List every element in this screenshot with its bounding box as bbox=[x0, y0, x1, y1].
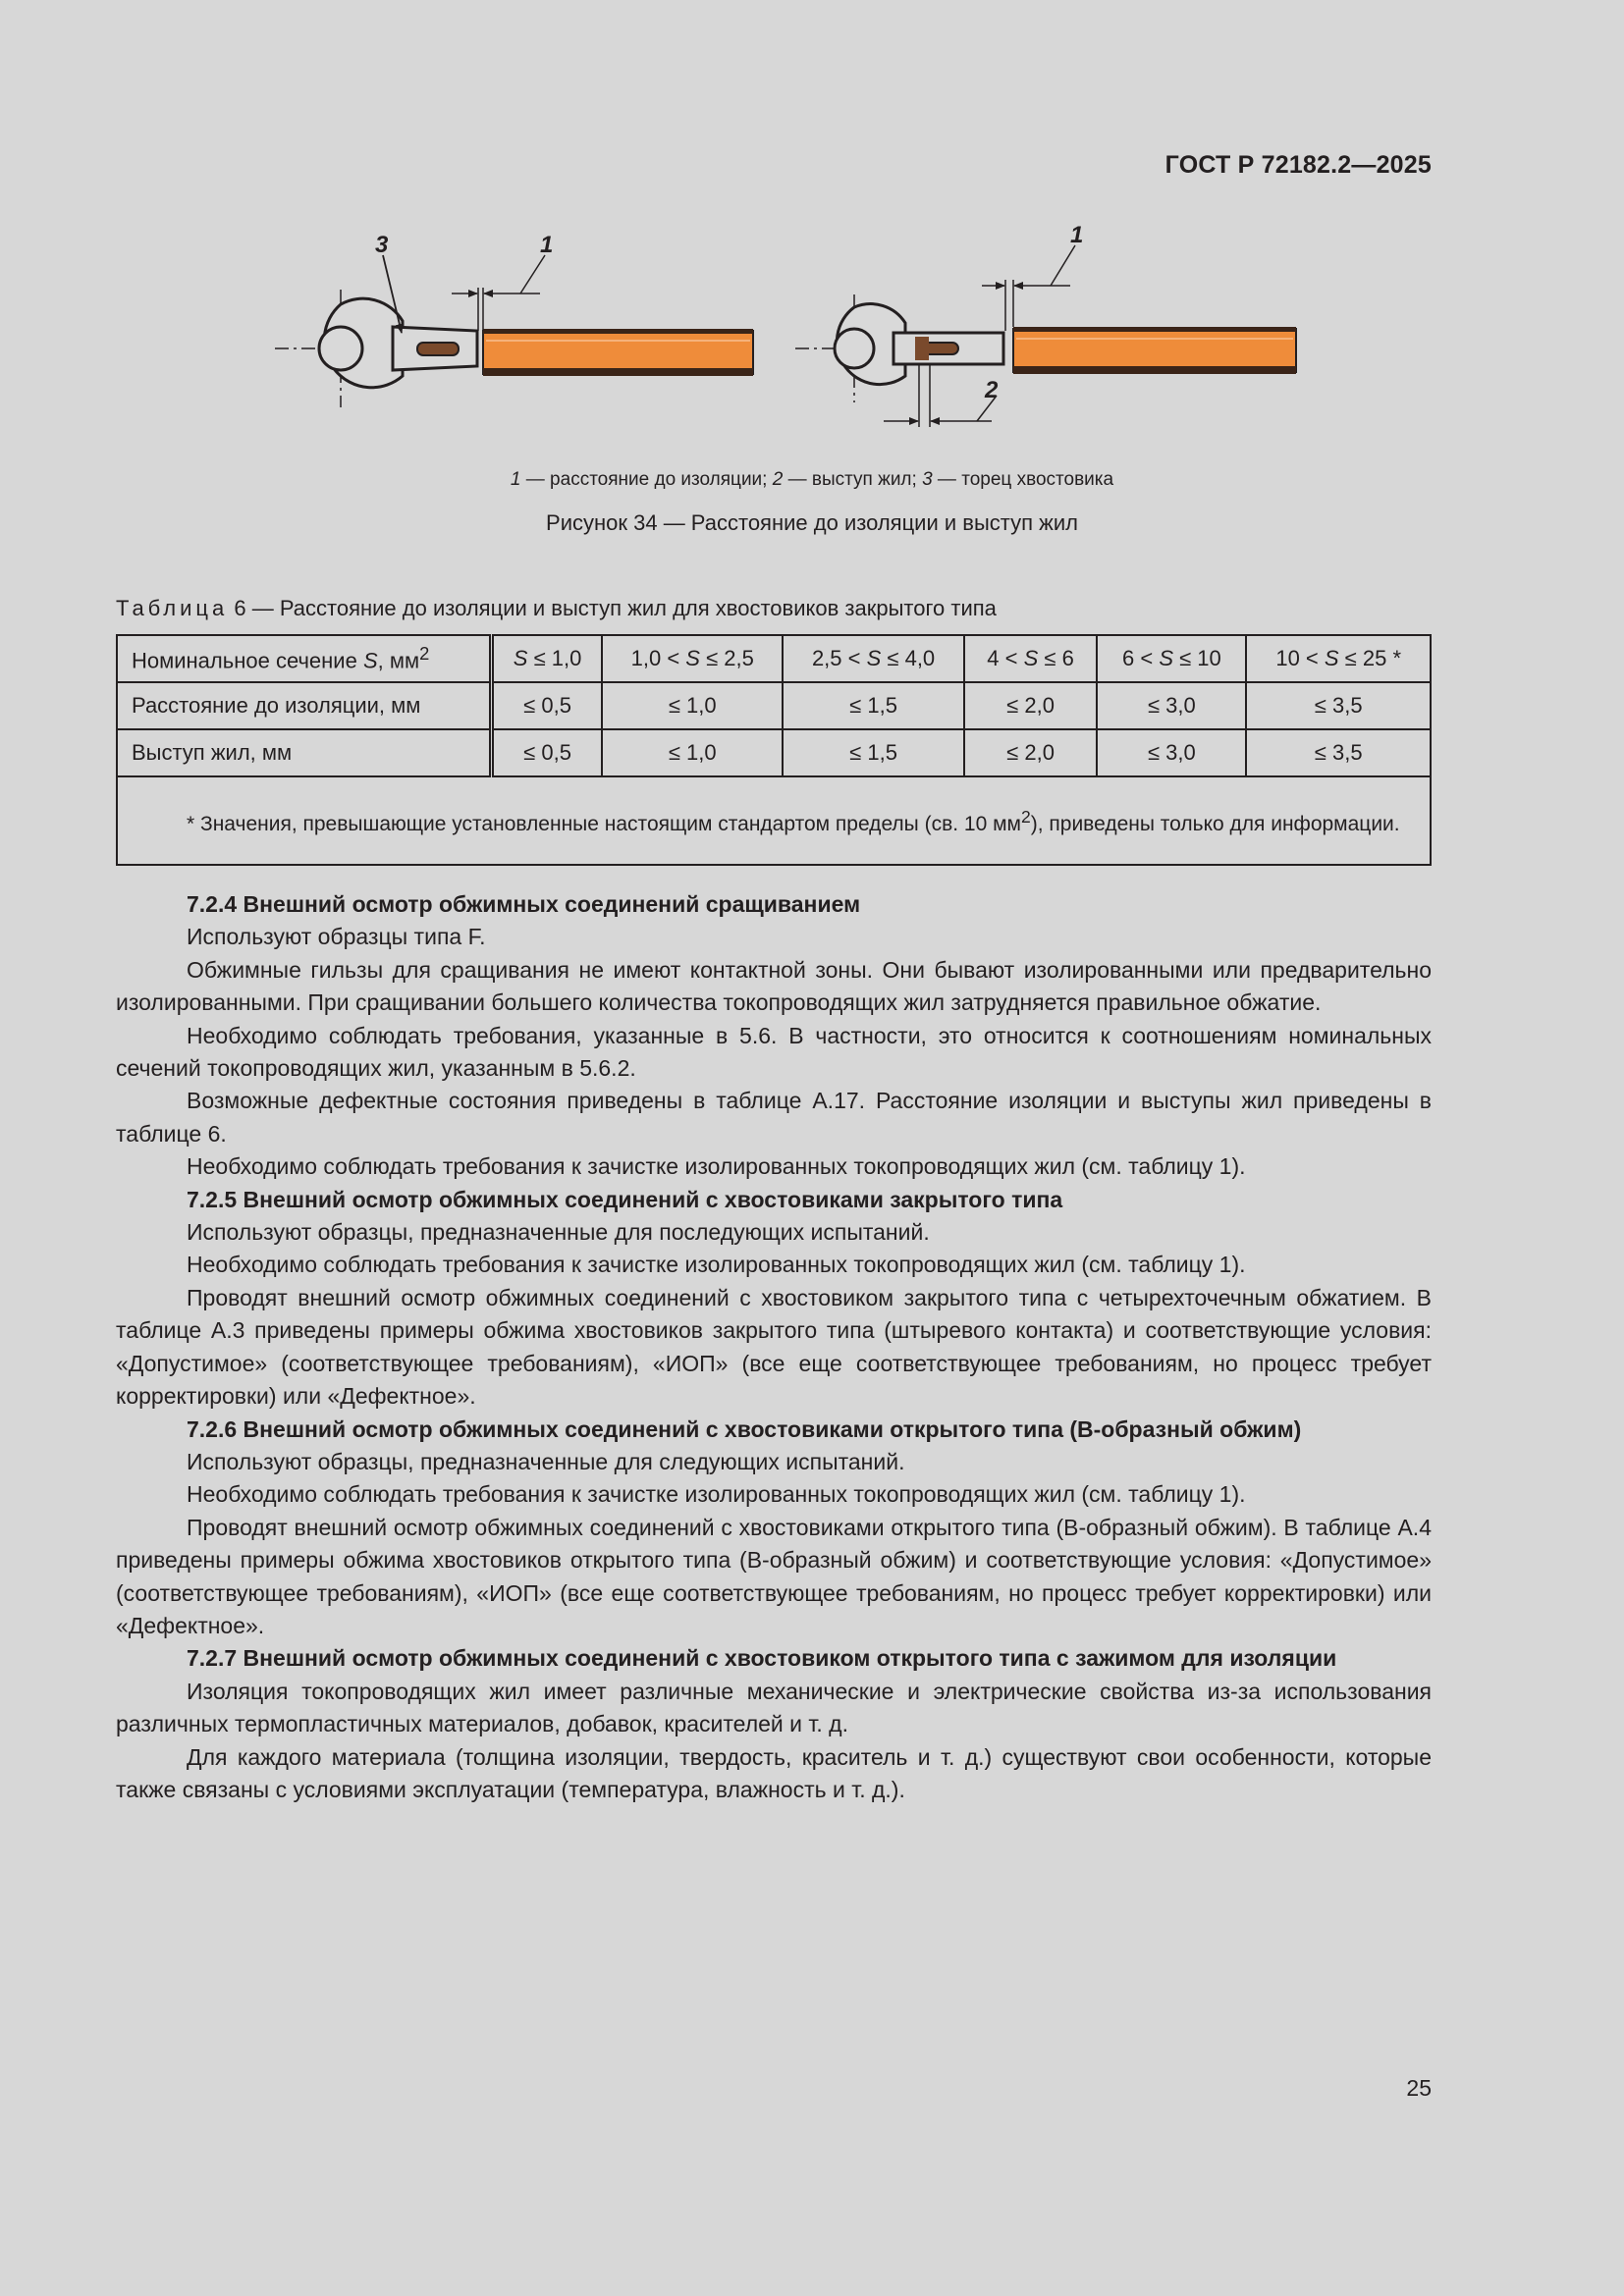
header-col: 6 < S ≤ 10 bbox=[1097, 635, 1246, 682]
table-cell: ≤ 1,0 bbox=[602, 729, 783, 776]
table-cell: ≤ 3,5 bbox=[1246, 682, 1431, 729]
terminal-right bbox=[795, 245, 1296, 427]
paragraph: Используют образцы, предназначенные для последующих испытаний. bbox=[187, 1219, 930, 1246]
table-title-label: Таблица bbox=[116, 596, 229, 620]
section-heading: 7.2.7 Внешний осмотр обжимных соединений с хвостовиком открытого типа с зажимом для изоляции bbox=[187, 1645, 1337, 1672]
table-note-row bbox=[117, 776, 1431, 865]
footnote-sup: 2 bbox=[1021, 807, 1031, 827]
table-cell: ≤ 2,0 bbox=[964, 682, 1098, 729]
table-cell: ≤ 3,0 bbox=[1097, 729, 1246, 776]
header-label-sup: 2 bbox=[419, 643, 430, 665]
paragraph: Возможные дефектные состояния приведены в таблице А.17. Расстояние изоляции и выступы жил приведены в таблице 6. bbox=[116, 1088, 1432, 1147]
table-cell: ≤ 2,0 bbox=[964, 729, 1098, 776]
legend-text-3: — торец хвостовика bbox=[932, 469, 1114, 490]
header-label-unit: , мм bbox=[377, 648, 420, 673]
table-row bbox=[117, 682, 1431, 729]
page-number: 25 bbox=[1406, 2075, 1432, 2101]
section-heading: 7.2.5 Внешний осмотр обжимных соединений с хвостовиками закрытого типа bbox=[187, 1186, 1063, 1212]
table-cell: ≤ 1,0 bbox=[602, 682, 783, 729]
table-cell: ≤ 1,5 bbox=[783, 729, 963, 776]
callout-1-left: 1 bbox=[540, 232, 554, 258]
header-col: 4 < S ≤ 6 bbox=[964, 635, 1098, 682]
callout-1-right: 1 bbox=[1070, 222, 1084, 248]
section-heading: 7.2.6 Внешний осмотр обжимных соединений с хвостовиками открытого типа (В-образный обжим) bbox=[187, 1415, 1302, 1442]
data-table bbox=[116, 634, 1432, 866]
paragraph: Проводят внешний осмотр обжимных соединений с хвостовиком закрытого типа с четырехточечным обжатием. В таблице А.3 приведены примеры обжима хвостовиков закрытого типа (штыревого контакта) и соответствующие условия: «Допустимое» (соответствующее требованиям), «ИОП» (все еще соответствующее требованиям, но процесс требует корректировки) или «Дефектное». bbox=[116, 1284, 1432, 1410]
row-label: Выступ жил, мм bbox=[117, 729, 492, 776]
section-heading: 7.2.4 Внешний осмотр обжимных соединений сращиванием bbox=[187, 891, 861, 917]
legend-num-3: 3 bbox=[922, 469, 933, 490]
footnote-text-end: ), приведены только для информации. bbox=[1030, 813, 1400, 835]
header-col: 1,0 < S ≤ 2,5 bbox=[602, 635, 783, 682]
callout-2: 2 bbox=[985, 377, 999, 403]
table-title-text: 6 — Расстояние до изоляции и выступ жил для хвостовиков закрытого типа bbox=[228, 596, 997, 620]
figure-legend bbox=[0, 469, 1624, 491]
paragraph: Необходимо соблюдать требования к зачистке изолированных токопроводящих жил (см. таблицу 1). bbox=[187, 1481, 1246, 1508]
header-col: S ≤ 1,0 bbox=[492, 635, 603, 682]
legend-num-2: 2 bbox=[772, 469, 784, 490]
table-cell: ≤ 0,5 bbox=[492, 729, 603, 776]
header-label-var: S bbox=[362, 648, 378, 673]
paragraph: Для каждого материала (толщина изоляции, твердость, краситель и т. д.) существуют свои особенности, которые также связаны с условиями эксплуатации (температура, влажность и т. д.). bbox=[116, 1743, 1432, 1802]
legend-text-1: — расстояние до изоляции; bbox=[520, 469, 773, 490]
paragraph: Используют образцы типа F. bbox=[187, 924, 486, 950]
footnote-text: * Значения, превышающие установленные настоящим стандартом пределы (св. 10 мм bbox=[187, 813, 1021, 835]
header-label-text: Номинальное сечение bbox=[132, 648, 363, 673]
figure-caption: Рисунок 34 — Расстояние до изоляции и выступ жил bbox=[546, 510, 1078, 535]
body-text bbox=[116, 888, 1432, 1806]
table-header-row bbox=[117, 635, 1431, 682]
legend-text-2: — выступ жил; bbox=[783, 469, 923, 490]
paragraph: Необходимо соблюдать требования, указанные в 5.6. В частности, это относится к соотношениям номинальных сечений токопроводящих жил, указанным в 5.6.2. bbox=[116, 1022, 1432, 1082]
header-col: 2,5 < S ≤ 4,0 bbox=[783, 635, 963, 682]
header-label-cell bbox=[117, 635, 492, 682]
table-title bbox=[116, 596, 997, 621]
table-cell: ≤ 3,0 bbox=[1097, 682, 1246, 729]
terminal-figure bbox=[245, 221, 1326, 456]
table-cell: ≤ 1,5 bbox=[783, 682, 963, 729]
callout-3: 3 bbox=[375, 232, 389, 258]
paragraph: Необходимо соблюдать требования к зачистке изолированных токопроводящих жил (см. таблицу 1). bbox=[187, 1153, 1246, 1180]
table-cell: ≤ 3,5 bbox=[1246, 729, 1431, 776]
paragraph: Необходимо соблюдать требования к зачистке изолированных токопроводящих жил (см. таблицу 1). bbox=[187, 1252, 1246, 1278]
paragraph: Обжимные гильзы для сращивания не имеют контактной зоны. Они бывают изолированными или предварительно изолированными. При сращивании большего количества токопроводящих жил затрудняется правильное обжатие. bbox=[116, 956, 1432, 1016]
paragraph: Используют образцы, предназначенные для следующих испытаний. bbox=[187, 1448, 905, 1474]
header-col: 10 < S ≤ 25 * bbox=[1246, 635, 1431, 682]
paragraph: Проводят внешний осмотр обжимных соединений с хвостовиками открытого типа (В-образный обжим). В таблице А.4 приведены примеры обжима хвостовиков открытого типа (В-образный обжим) и соответствующие условия: «Допустимое» (соответствующее требованиям), «ИОП» (все еще соответствующее требованиям, но процесс требует корректировки) или «Дефектное». bbox=[116, 1514, 1432, 1638]
paragraph: Изоляция токопроводящих жил имеет различные механические и электрические свойства из-за использования различных термопластичных материалов, добавок, красителей и т. д. bbox=[116, 1678, 1432, 1737]
row-label: Расстояние до изоляции, мм bbox=[117, 682, 492, 729]
document-id: ГОСТ Р 72182.2—2025 bbox=[1164, 151, 1432, 179]
table-footnote bbox=[117, 776, 1431, 865]
legend-num-1: 1 bbox=[510, 469, 521, 490]
table-row bbox=[117, 729, 1431, 776]
table-cell: ≤ 0,5 bbox=[492, 682, 603, 729]
terminal-left bbox=[275, 255, 753, 407]
